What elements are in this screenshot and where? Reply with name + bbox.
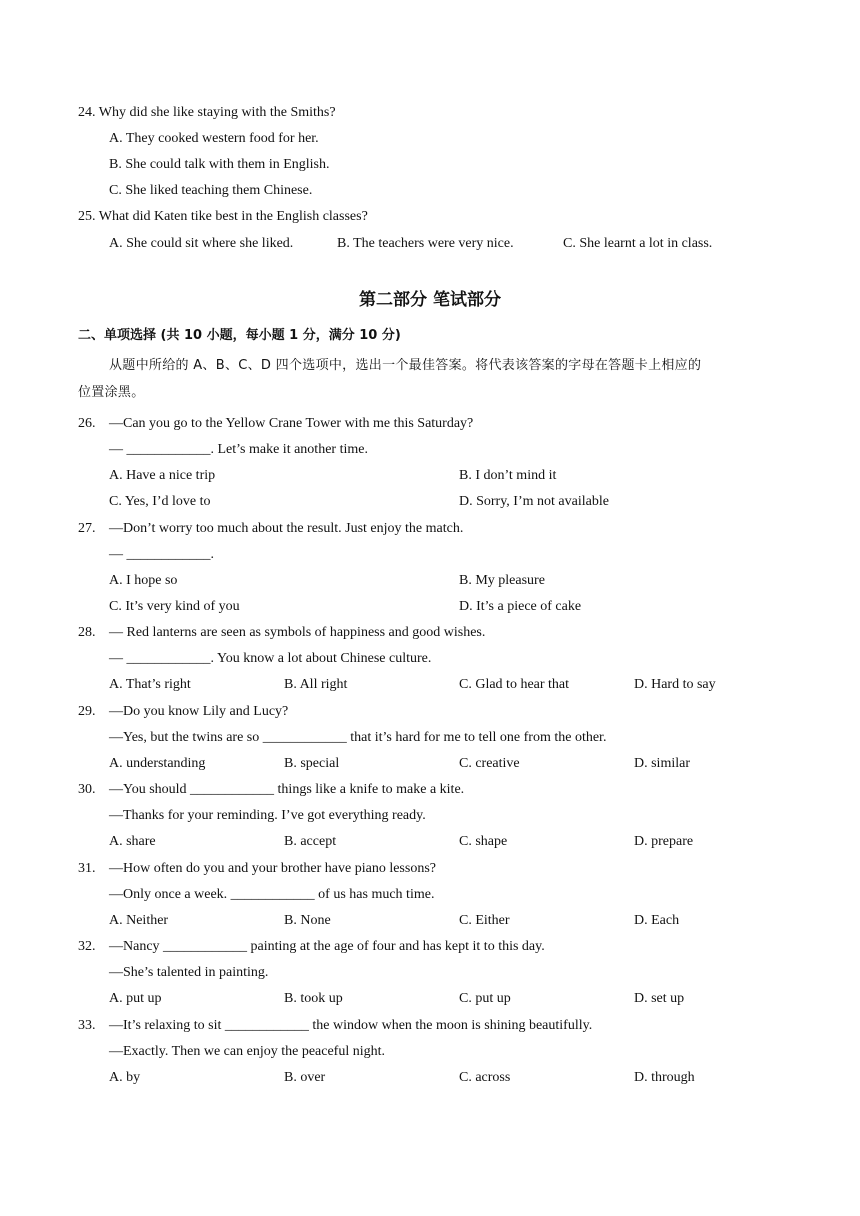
q31-option-c: C. Either: [459, 913, 510, 928]
q32-number: 32.: [78, 939, 96, 954]
q32-option-a: A. put up: [109, 991, 162, 1006]
q33-option-d: D. through: [634, 1070, 695, 1085]
q32-option-c: C. put up: [459, 991, 511, 1006]
q32-option-d: D. set up: [634, 991, 685, 1006]
q31-option-d: D. Each: [634, 913, 680, 928]
q29-option-d: D. similar: [634, 756, 690, 771]
q27-option-d: D. It’s a piece of cake: [459, 599, 582, 614]
section2-heading: 二、单项选择 (共 10 小题，每小题 1 分，满分 10 分): [78, 328, 401, 343]
q28-option-c: C. Glad to hear that: [459, 677, 570, 692]
q30-number: 30.: [78, 782, 96, 797]
q30-option-a: A. share: [109, 834, 156, 849]
q27-line2: — ____________.: [109, 547, 214, 562]
q27-option-a: A. I hope so: [109, 573, 178, 588]
q24-stem: 24. Why did she like staying with the Smiths?: [78, 105, 336, 120]
q26-option-b: B. I don’t mind it: [459, 468, 557, 483]
q24-option-a: A. They cooked western food for her.: [109, 131, 319, 146]
q24-option-b: B. She could talk with them in English.: [109, 157, 330, 172]
q32-option-b: B. took up: [284, 991, 343, 1006]
q33-number: 33.: [78, 1018, 96, 1033]
q24-option-c: C. She liked teaching them Chinese.: [109, 183, 313, 198]
q31-option-a: A. Neither: [109, 913, 169, 928]
q26-option-a: A. Have a nice trip: [109, 468, 216, 483]
q27-number: 27.: [78, 521, 96, 536]
q30-line2: —Thanks for your reminding. I’ve got everything ready.: [109, 808, 426, 823]
q33-option-a: A. by: [109, 1070, 141, 1085]
q29-number: 29.: [78, 704, 96, 719]
q32-line2: —She’s talented in painting.: [109, 965, 269, 980]
q28-line2: — ____________. You know a lot about Chinese culture.: [109, 651, 432, 666]
q30-option-b: B. accept: [284, 834, 337, 849]
q26-number: 26.: [78, 416, 96, 431]
q25-option-b: B. The teachers were very nice.: [337, 236, 514, 251]
part2-title: 第二部分 笔试部分: [359, 290, 501, 310]
q25-option-c: C. She learnt a lot in class.: [563, 236, 713, 251]
q33-line1: —It’s relaxing to sit ____________ the window when the moon is shining beautifully.: [109, 1018, 593, 1033]
q30-line1: —You should ____________ things like a knife to make a kite.: [109, 782, 465, 797]
q27-option-b: B. My pleasure: [459, 573, 545, 588]
q25-stem: 25. What did Katen tike best in the English classes?: [78, 209, 368, 224]
section2-instruction-line2: 位置涂黑。: [78, 385, 145, 400]
q29-option-c: C. creative: [459, 756, 520, 771]
q27-line1: —Don’t worry too much about the result. Just enjoy the match.: [109, 521, 464, 536]
q31-number: 31.: [78, 861, 96, 876]
q26-option-c: C. Yes, I’d love to: [109, 494, 211, 509]
section2-instruction-line1: 从题中所给的 A、B、C、D 四个选项中，选出一个最佳答案。将代表该答案的字母在答题卡上相应的: [109, 358, 702, 373]
q31-line1: —How often do you and your brother have piano lessons?: [109, 861, 436, 876]
q26-option-d: D. Sorry, I’m not available: [459, 494, 609, 509]
q33-option-b: B. over: [284, 1070, 326, 1085]
q29-line2: —Yes, but the twins are so ____________ that it’s hard for me to tell one from the other.: [109, 730, 607, 745]
q30-option-d: D. prepare: [634, 834, 694, 849]
q28-option-b: B. All right: [284, 677, 348, 692]
q29-line1: —Do you know Lily and Lucy?: [109, 704, 289, 719]
q26-line1: —Can you go to the Yellow Crane Tower with me this Saturday?: [109, 416, 474, 431]
q27-option-c: C. It’s very kind of you: [109, 599, 240, 614]
q26-line2: — ____________. Let’s make it another time.: [109, 442, 368, 457]
q29-option-a: A. understanding: [109, 756, 206, 771]
q28-option-a: A. That’s right: [109, 677, 191, 692]
q33-line2: —Exactly. Then we can enjoy the peaceful night.: [109, 1044, 386, 1059]
q29-option-b: B. special: [284, 756, 340, 771]
q32-line1: —Nancy ____________ painting at the age of four and has kept it to this day.: [109, 939, 545, 954]
q30-option-c: C. shape: [459, 834, 508, 849]
q28-number: 28.: [78, 625, 96, 640]
q28-line1: — Red lanterns are seen as symbols of happiness and good wishes.: [109, 625, 486, 640]
q28-option-d: D. Hard to say: [634, 677, 716, 692]
q31-option-b: B. None: [284, 913, 331, 928]
q25-option-a: A. She could sit where she liked.: [109, 236, 294, 251]
q31-line2: —Only once a week. ____________ of us has much time.: [109, 887, 435, 902]
q33-option-c: C. across: [459, 1070, 511, 1085]
